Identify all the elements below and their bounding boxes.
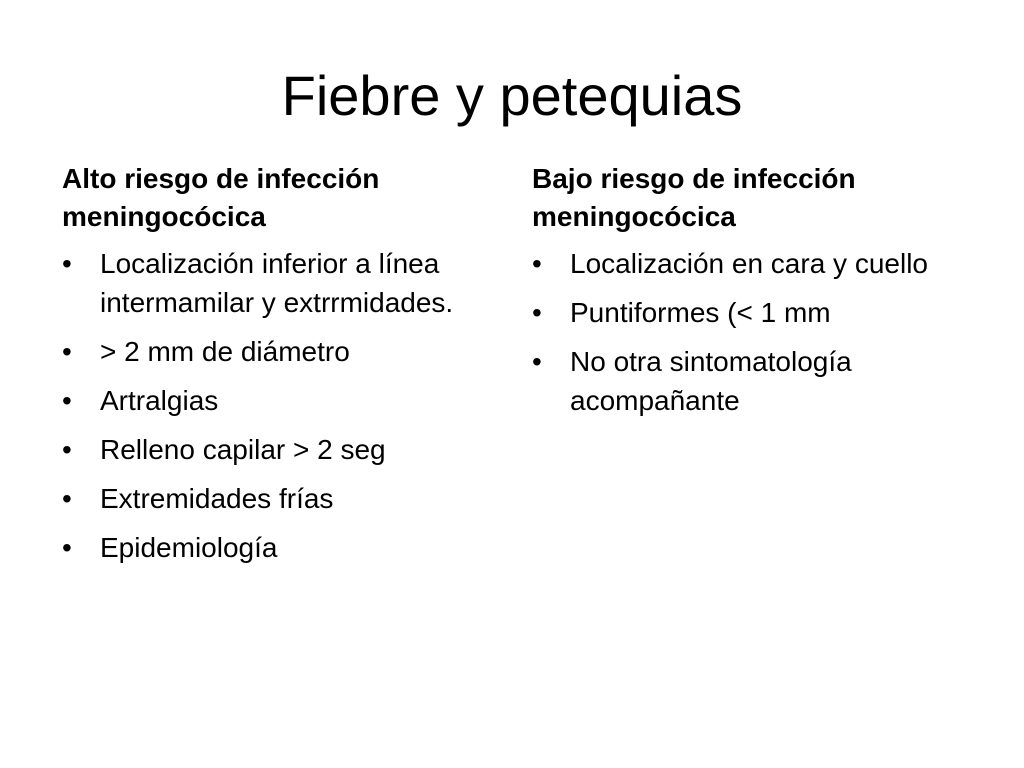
list-item-text: Localización en cara y cuello bbox=[570, 248, 928, 279]
bullet-icon: • bbox=[532, 248, 542, 279]
bullet-icon: • bbox=[62, 385, 72, 416]
list-item-text: Epidemiología bbox=[100, 532, 278, 563]
bullet-icon: • bbox=[62, 483, 72, 514]
bullet-icon: • bbox=[62, 248, 72, 279]
high-risk-heading: Alto riesgo de infección meningocócica bbox=[62, 163, 380, 232]
list-item bbox=[62, 430, 482, 469]
list-item bbox=[62, 381, 482, 420]
list-item-text: Extremidades frías bbox=[100, 483, 334, 514]
list-item bbox=[62, 332, 482, 371]
bullet-icon: • bbox=[62, 336, 72, 367]
list-item-text: Artralgias bbox=[100, 385, 219, 416]
list-item-text: > 2 mm de diámetro bbox=[100, 336, 350, 367]
bullet-icon: • bbox=[62, 434, 72, 465]
list-item-text: Relleno capilar > 2 seg bbox=[100, 434, 386, 465]
list-item-text: No otra sintomatología acompañante bbox=[570, 346, 852, 416]
list-item bbox=[532, 342, 952, 420]
list-item bbox=[62, 528, 482, 567]
high-risk-list bbox=[62, 244, 482, 567]
bullet-icon: • bbox=[532, 346, 542, 377]
list-item-text: Localización inferior a línea intermamilar y extrrmidades. bbox=[100, 248, 454, 318]
slide-title: Fiebre y petequias bbox=[281, 64, 743, 127]
list-item bbox=[62, 244, 482, 322]
low-risk-heading: Bajo riesgo de infección meningocócica bbox=[532, 163, 856, 232]
low-risk-list bbox=[532, 244, 952, 420]
list-item bbox=[62, 479, 482, 518]
bullet-icon: • bbox=[62, 532, 72, 563]
list-item-text: Puntiformes (< 1 mm bbox=[570, 297, 831, 328]
list-item bbox=[532, 293, 952, 332]
low-risk-column bbox=[532, 160, 952, 430]
bullet-icon: • bbox=[532, 297, 542, 328]
list-item bbox=[532, 244, 952, 283]
high-risk-column bbox=[62, 160, 482, 577]
